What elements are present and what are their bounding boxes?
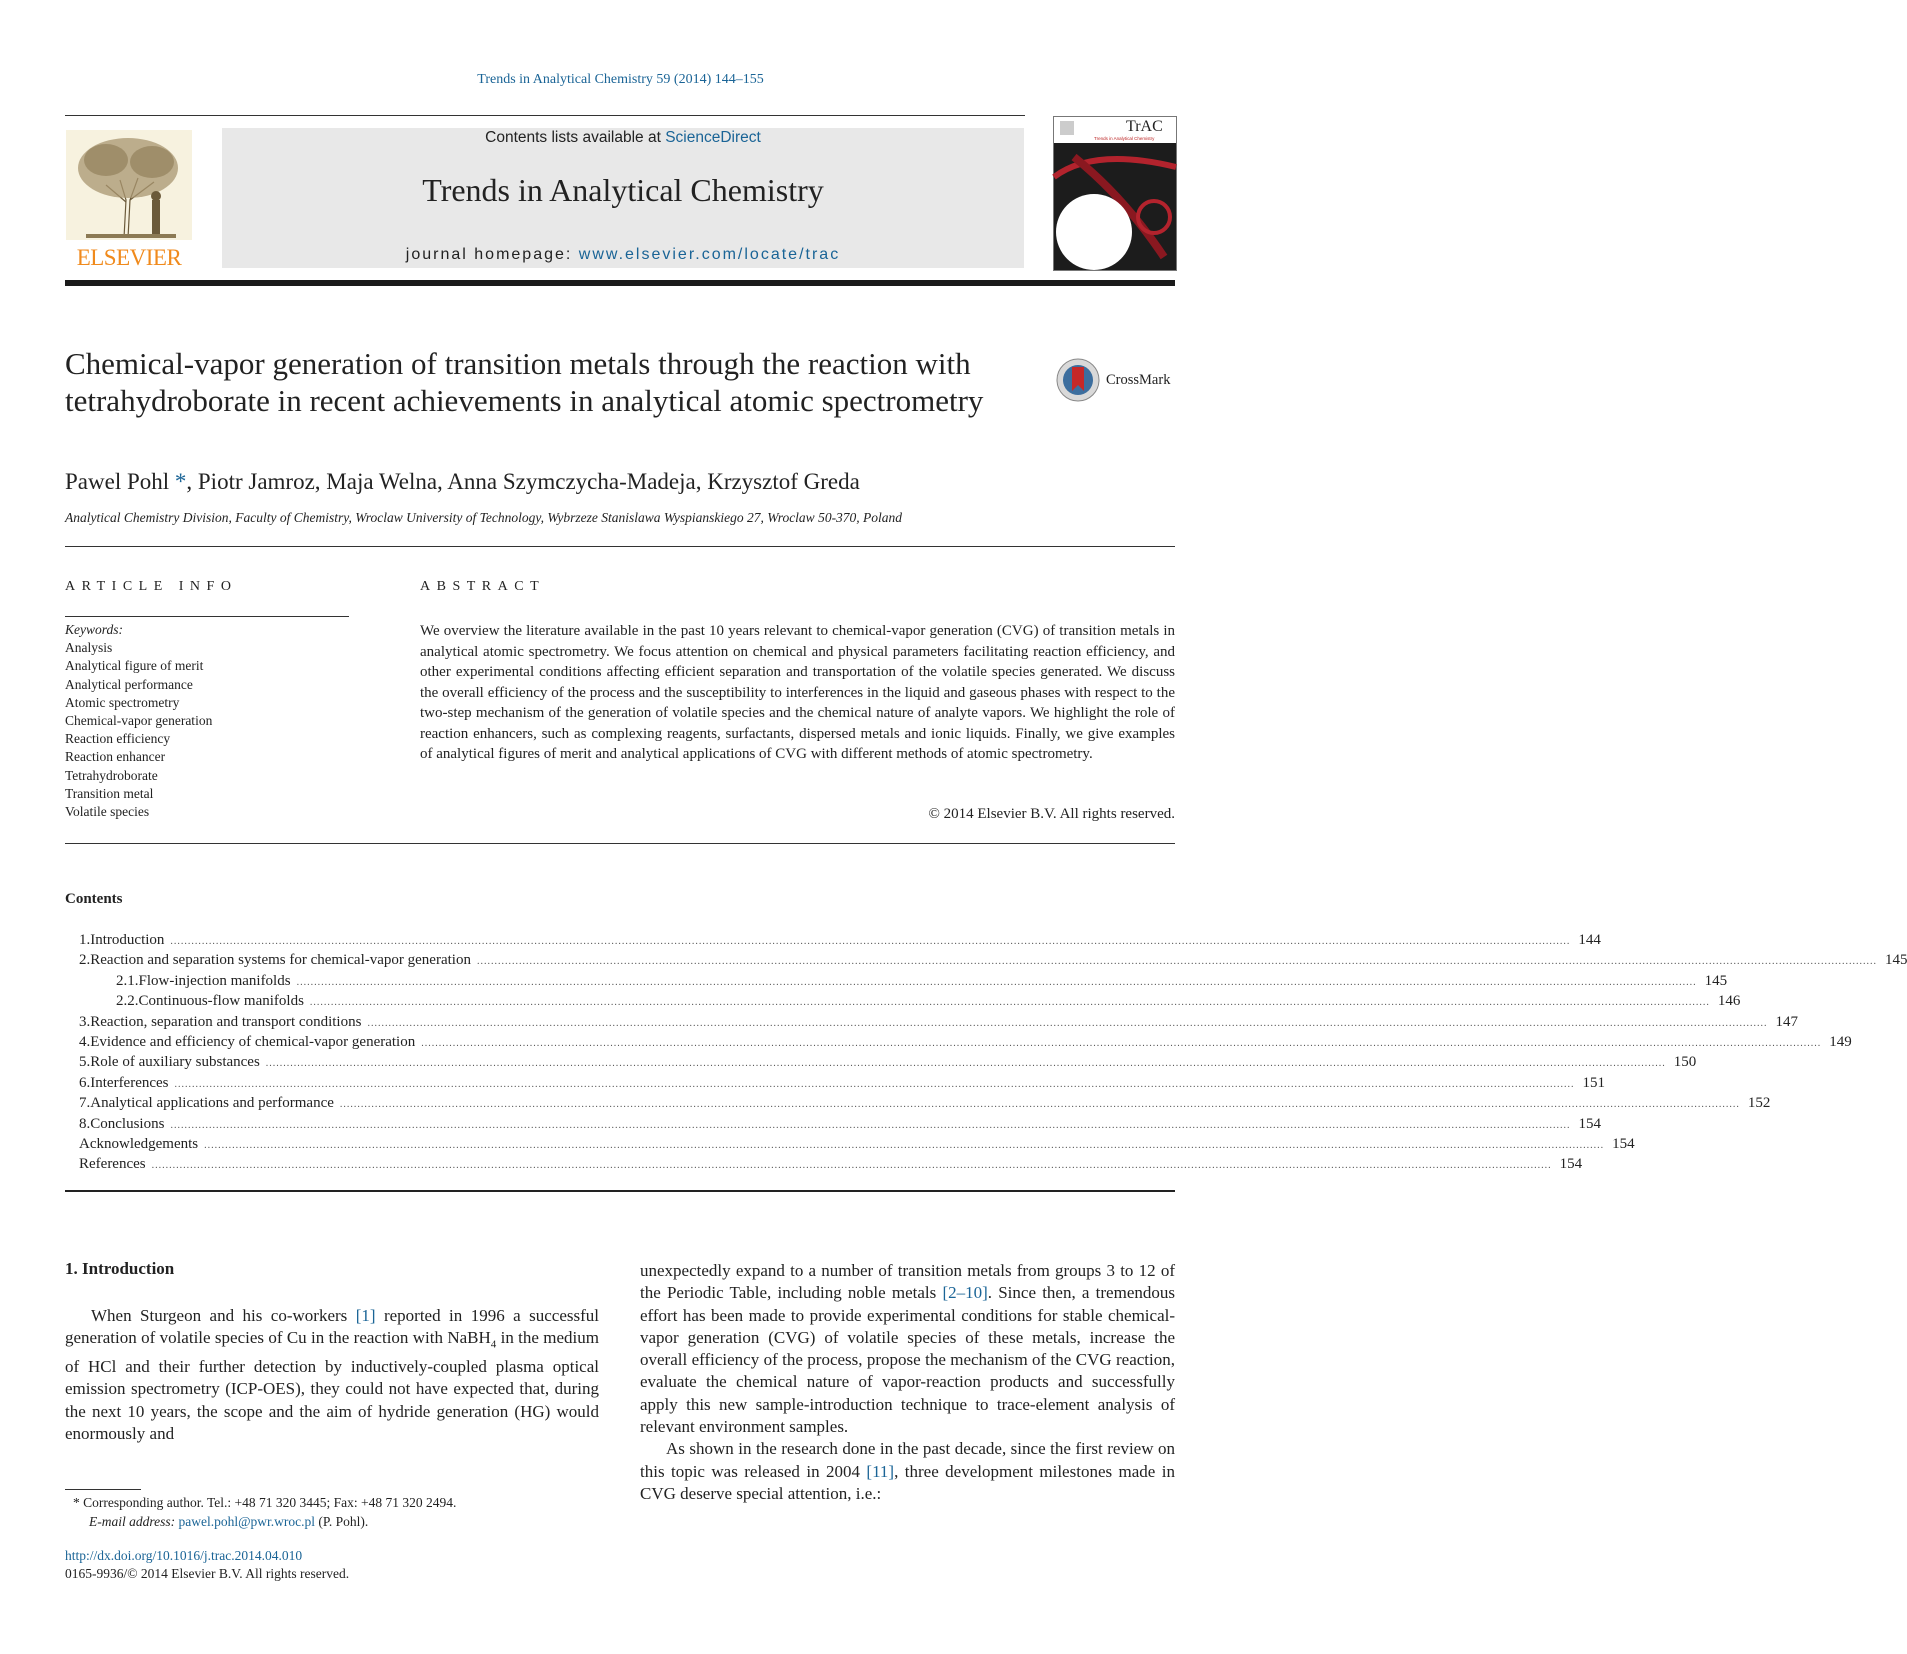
- toc-number: 8.: [79, 1115, 91, 1132]
- affiliation: Analytical Chemistry Division, Faculty of Chemistry, Wroclaw University of Technology, Wybrzeze Stanislawa Wyspianskiego 27, Wroclaw 50-370, Poland: [65, 510, 903, 525]
- toc-entry[interactable]: [65, 950, 1907, 970]
- keyword-item: Tetrahydroborate: [65, 767, 158, 783]
- text-run: As shown in the research done in the past decade, since the first review on this topic was released in 2004: [640, 1439, 1175, 1481]
- toc-number: 7.: [79, 1095, 91, 1112]
- toc-number: 2.: [79, 952, 91, 969]
- intro-paragraph-2: [640, 1438, 1175, 1505]
- toc-number: 5.: [79, 1054, 91, 1071]
- section-1-heading: 1. Introduction: [65, 1259, 175, 1278]
- toc-number: 3.: [79, 1013, 91, 1030]
- toc-entry[interactable]: [65, 1134, 1635, 1154]
- email-suffix: (P. Pohl).: [315, 1513, 369, 1529]
- doi-link[interactable]: http://dx.doi.org/10.1016/j.trac.2014.04.010: [65, 1548, 303, 1563]
- article-title: Chemical-vapor generation of transition metals through the reaction with tetrahydroborate in recent achievements in analytical atomic spectrometry: [65, 346, 984, 418]
- footnote-rule: [65, 1489, 141, 1490]
- toc-title[interactable]: Reaction, separation and transport conditions: [90, 1013, 362, 1030]
- cover-artwork: [1054, 117, 1176, 270]
- issn-copyright: 0165-9936/© 2014 Elsevier B.V. All rights reserved.: [65, 1566, 350, 1581]
- corresponding-author-mark[interactable]: *: [174, 469, 187, 494]
- text-run: reported in 1996 a successful generation of volatile species of Cu in the reaction with NaBH: [65, 1306, 599, 1348]
- text-run: , three development milestones made in CVG deserve special attention, i.e.:: [640, 1461, 1175, 1503]
- toc-entry[interactable]: [65, 1032, 1852, 1052]
- journal-citation[interactable]: Trends in Analytical Chemistry 59 (2014) 144–155: [477, 72, 764, 87]
- header-thick-rule: [65, 280, 1175, 286]
- toc-page-number: 154: [1612, 1135, 1635, 1152]
- first-author: Pawel Pohl: [65, 469, 170, 494]
- journal-cover-thumbnail: [1053, 116, 1177, 271]
- abstract-text: We overview the literature available in the past 10 years relevant to chemical-vapor generation (CVG) of transition metals in analytical atomic spectrometry. We focus attention on chemical and physical parameters facilitating reaction efficiency, and other experimental conditions affecting efficient separation and transportation of the volatile species generated. We discuss the overall efficiency of the process and the susceptibility to interferences in the liquid and gaseous phases with respect to the two-step mechanism of the generation of volatile species and the chemical nature of analyte vapors. We highlight the role of reaction enhancers, such as complexing reagents, surfactants, dispersed metals and ionic liquids. Finally, we give examples of analytical figures of merit and analytical applications of CVG with different methods of atomic spectrometry.: [420, 623, 1175, 762]
- text-run: unexpectedly expand to a number of transition metals from groups 3 to 12 of the Periodic Table, including noble metals: [640, 1261, 1175, 1303]
- cover-subtitle: Trends in Analytical Chemistry: [1094, 136, 1155, 141]
- journal-title: Trends in Analytical Chemistry: [422, 172, 824, 208]
- toc-leader-dots: ................................................................................................................................................................................................................................................................................................................................................................................................................: [151, 1160, 1552, 1172]
- toc-leader-dots: ................................................................................................................................................................................................................................................................................................................................................................................................................: [421, 1037, 1822, 1049]
- keyword-item: Volatile species: [65, 804, 150, 820]
- toc-title[interactable]: Role of auxiliary substances: [90, 1054, 260, 1071]
- toc-title[interactable]: Flow-injection manifolds: [138, 972, 291, 989]
- text-run: in the medium of HCl and their further detection by inductively-coupled plasma optical emission spectrometry (ICP-OES), they could not have expected that, during the next 10 years, the scope and the aim of hydride generation (HG) would enormously and: [65, 1328, 599, 1443]
- subscript: 4: [490, 1338, 497, 1351]
- contents-prefix: Contents lists available at: [485, 129, 666, 146]
- abstract-copyright: © 2014 Elsevier B.V. All rights reserved.: [928, 806, 1175, 822]
- abstract-rule: [65, 843, 1175, 844]
- toc-entry[interactable]: [65, 930, 1601, 950]
- crossmark-label[interactable]: CrossMark: [1106, 372, 1171, 388]
- toc-leader-dots: ................................................................................................................................................................................................................................................................................................................................................................................................................: [296, 976, 1697, 988]
- toc-title[interactable]: Reaction and separation systems for chemical-vapor generation: [90, 952, 471, 969]
- reference-link[interactable]: [2–10]: [942, 1283, 988, 1303]
- toc-page-number: 151: [1582, 1074, 1606, 1091]
- toc-entry[interactable]: [65, 1093, 1771, 1113]
- elsevier-wordmark: ELSEVIER: [76, 245, 182, 270]
- reference-link[interactable]: [11]: [866, 1461, 895, 1481]
- article-info-heading: ARTICLE INFO: [65, 579, 238, 594]
- homepage-prefix: journal homepage:: [405, 246, 579, 263]
- toc-leader-dots: ................................................................................................................................................................................................................................................................................................................................................................................................................: [265, 1058, 1666, 1070]
- keyword-item: Analysis: [65, 640, 113, 656]
- keyword-item: Atomic spectrometry: [65, 694, 180, 710]
- cover-title: TrAC: [1126, 118, 1163, 135]
- toc-number: 2.2.: [116, 993, 139, 1010]
- intro-paragraph-1: [65, 1305, 599, 1445]
- keyword-item: Analytical figure of merit: [65, 658, 204, 674]
- toc-page-number: 145: [1884, 952, 1907, 969]
- toc-title[interactable]: Interferences: [90, 1074, 169, 1091]
- keyword-item: Reaction efficiency: [65, 731, 171, 747]
- footnote-mark: *: [73, 1495, 80, 1510]
- affiliation-rule: [65, 546, 1175, 547]
- toc-entry[interactable]: [65, 1012, 1798, 1032]
- header-rule: [65, 115, 1025, 116]
- toc-entry[interactable]: [65, 971, 1728, 991]
- contents-heading: Contents: [65, 891, 123, 907]
- author-list: [65, 469, 1165, 495]
- toc-entry[interactable]: [65, 991, 1741, 1011]
- toc-page-number: 154: [1559, 1156, 1583, 1173]
- toc-entry[interactable]: [65, 1073, 1606, 1093]
- toc-title[interactable]: Acknowledgements: [79, 1135, 199, 1152]
- body-column-left: [65, 1305, 599, 1445]
- corresponding-author-footnote: [65, 1494, 605, 1531]
- toc-leader-dots: ................................................................................................................................................................................................................................................................................................................................................................................................................: [204, 1139, 1605, 1151]
- email-line: [65, 1513, 605, 1532]
- toc-leader-dots: ................................................................................................................................................................................................................................................................................................................................................................................................................: [367, 1017, 1768, 1029]
- toc-leader-dots: ................................................................................................................................................................................................................................................................................................................................................................................................................: [170, 936, 1571, 947]
- toc-title[interactable]: Continuous-flow manifolds: [138, 993, 304, 1010]
- journal-homepage-line: [222, 246, 1024, 264]
- keyword-item: Reaction enhancer: [65, 749, 166, 765]
- toc-page-number: 152: [1747, 1095, 1771, 1112]
- article-info-rule: [65, 616, 349, 617]
- journal-homepage-link[interactable]: www.elsevier.com/locate/trac: [578, 246, 841, 263]
- keyword-item: Analytical performance: [65, 676, 193, 692]
- toc-page-number: 149: [1829, 1033, 1852, 1050]
- other-authors: , Piotr Jamroz, Maja Welna, Anna Szymczycha-Madeja, Krzysztof Greda: [186, 469, 860, 494]
- toc-leader-dots: ................................................................................................................................................................................................................................................................................................................................................................................................................: [476, 956, 1877, 968]
- table-of-contents: [65, 930, 1907, 1175]
- sciencedirect-link[interactable]: ScienceDirect: [665, 129, 761, 146]
- contents-rule: [65, 1190, 1175, 1192]
- toc-page-number: 144: [1578, 932, 1601, 948]
- abstract-heading: ABSTRACT: [420, 579, 546, 594]
- toc-entry[interactable]: [65, 1114, 1601, 1134]
- toc-page-number: 147: [1775, 1013, 1798, 1030]
- toc-page-number: 150: [1673, 1054, 1697, 1071]
- keyword-item: Chemical-vapor generation: [65, 713, 213, 729]
- keyword-item: Transition metal: [65, 785, 154, 801]
- toc-title[interactable]: References: [79, 1156, 146, 1173]
- reference-link[interactable]: [1]: [355, 1306, 376, 1325]
- toc-number: 4.: [79, 1033, 91, 1050]
- toc-title[interactable]: Conclusions: [90, 1115, 165, 1132]
- intro-paragraph-1-continued: [640, 1260, 1175, 1438]
- body-column-right: [640, 1260, 1175, 1505]
- contents-available-line: [222, 129, 1024, 147]
- toc-number: 2.1.: [116, 972, 139, 989]
- toc-title[interactable]: Introduction: [90, 932, 165, 948]
- email-link[interactable]: pawel.pohl@pwr.wroc.pl: [178, 1513, 316, 1529]
- toc-page-number: 145: [1704, 972, 1728, 989]
- text-run: . Since then, a tremendous effort has been made to provide experimental conditions for stable chemical-vapor generation (CVG) of volatile species of these metals, increase the overall efficiency of the process, propose the mechanism of the CVG reaction, evaluate the chemical nature of vapor-reaction products and successfully apply this new sample-introduction technique to trace-element analysis of relevant environment samples.: [640, 1283, 1175, 1437]
- toc-leader-dots: ................................................................................................................................................................................................................................................................................................................................................................................................................: [174, 1078, 1575, 1090]
- toc-leader-dots: ................................................................................................................................................................................................................................................................................................................................................................................................................: [339, 1099, 1740, 1111]
- footnote-text: Corresponding author. Tel.: +48 71 320 3445; Fax: +48 71 320 2494.: [79, 1495, 457, 1510]
- footnote-line: [65, 1494, 605, 1513]
- toc-entry[interactable]: [65, 1052, 1697, 1072]
- toc-number: 6.: [79, 1074, 91, 1091]
- toc-leader-dots: ................................................................................................................................................................................................................................................................................................................................................................................................................: [170, 1119, 1571, 1131]
- toc-entry[interactable]: [65, 1154, 1583, 1174]
- toc-leader-dots: ................................................................................................................................................................................................................................................................................................................................................................................................................: [309, 997, 1710, 1009]
- toc-title[interactable]: Evidence and efficiency of chemical-vapor generation: [90, 1033, 416, 1050]
- email-label: E-mail address:: [89, 1513, 179, 1529]
- text-run: When Sturgeon and his co-workers: [91, 1306, 356, 1325]
- toc-number: 1.: [79, 932, 91, 948]
- toc-title[interactable]: Analytical applications and performance: [90, 1095, 334, 1112]
- toc-page-number: 146: [1717, 993, 1741, 1010]
- toc-page-number: 154: [1578, 1115, 1601, 1132]
- keywords-list: [65, 621, 349, 821]
- keywords-label: Keywords:: [65, 622, 123, 637]
